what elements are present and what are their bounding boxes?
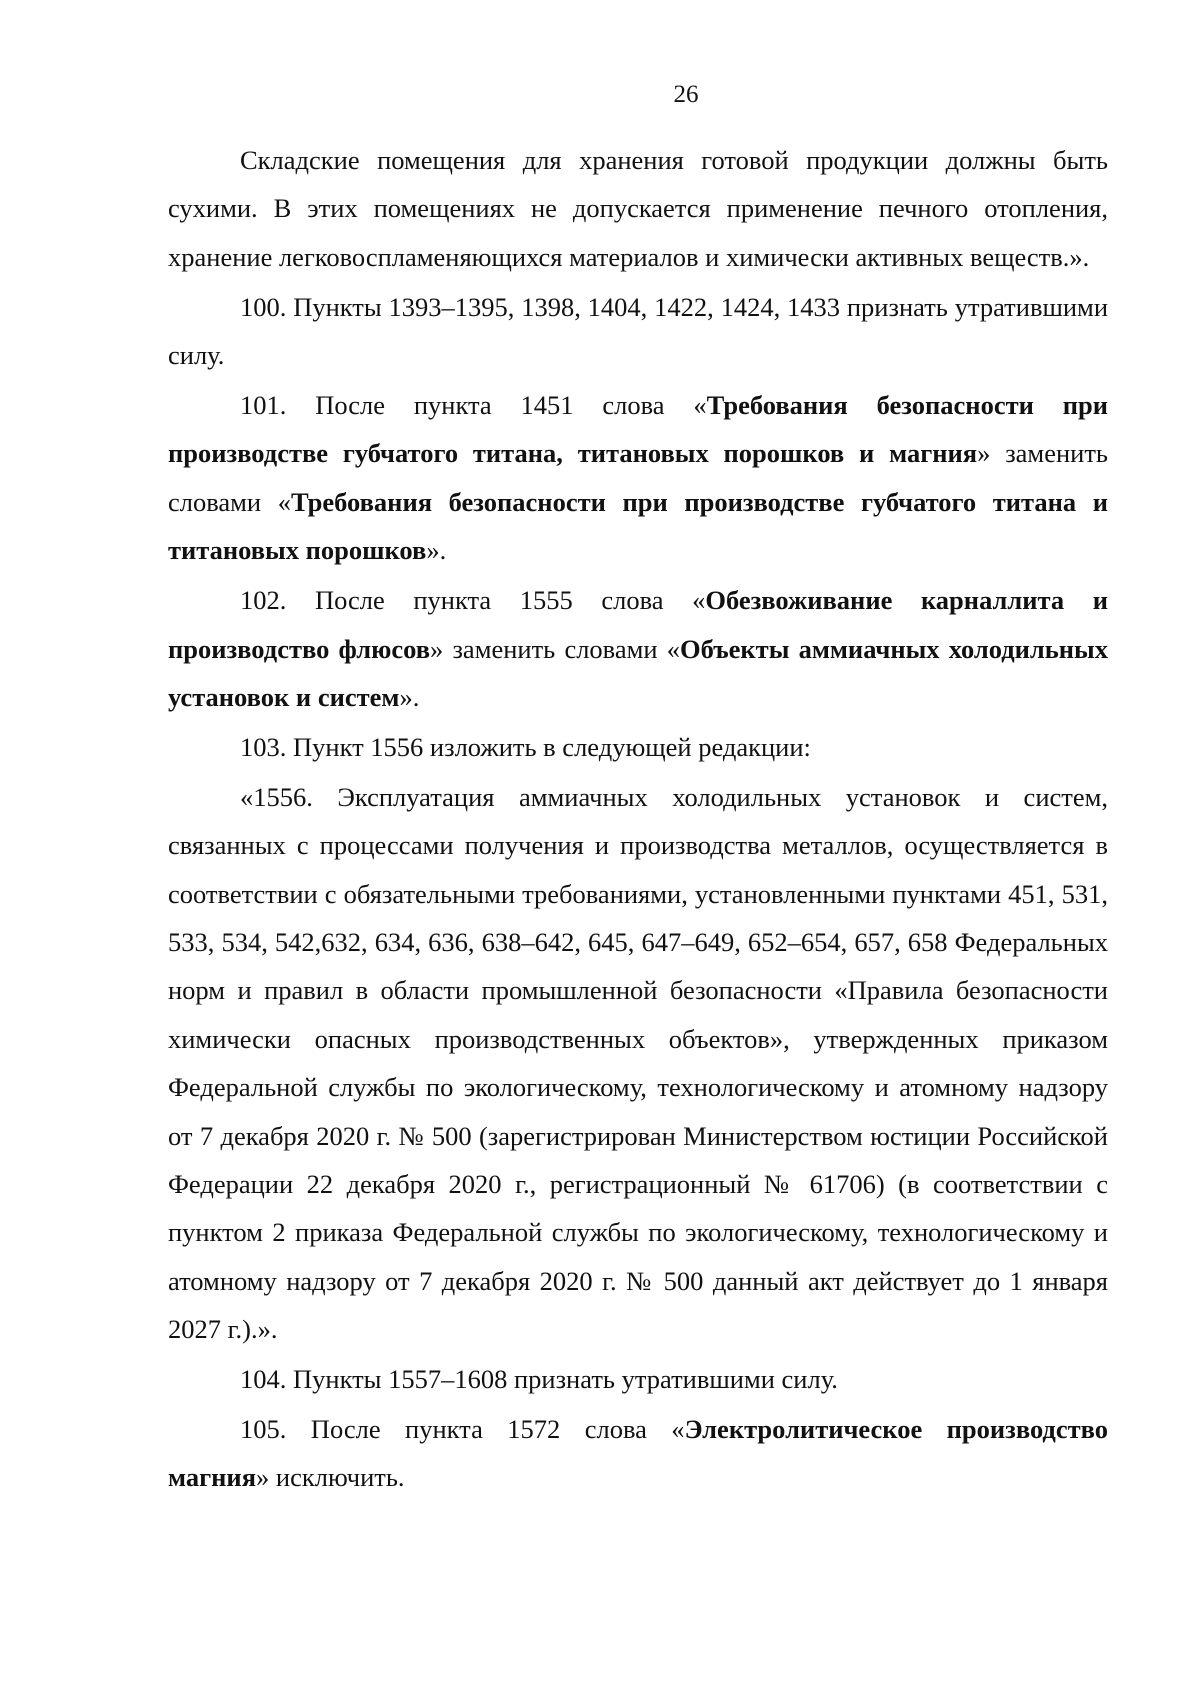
paragraph-1556: «1556. Эксплуатация аммиачных холодильных установок и систем, связанных с процессами получения и производства металлов, осуществляется в соответствии с обязательными требованиями, установленными пунктами 451, 531, 533, 534, 542,632, 634, 636, 638–642, 645, 647–649, 652–654, 657, 658 Федеральных норм и правил в области промышленной безопасности «Правила безопасности химически опасных производственных объектов», утвержденных приказом Федеральной службы по экологическому, технологическому и атомному надзору от 7 декабря 2020 г. № 500 (зарегистрирован Министерством юстиции Российской Федерации 22 декабря 2020 г., регистрационный № 61706) (в соответствии с пунктом 2 приказа Федеральной службы по экологическому, технологическому и атомному надзору от 7 декабря 2020 г. № 500 данный акт действует до 1 января 2027 г.).». [168,781,1108,1345]
paragraph-104: 104. Пункты 1557–1608 признать утратившими силу. [240,1364,838,1395]
paragraph-105-title: Электролитическое производство магния [168,1414,1108,1493]
paragraph-105-lead: 105. После пункта 1572 слова « [240,1414,685,1445]
paragraph-105-end: » исключить. [256,1462,405,1493]
paragraph-102-old-title: Обезвоживание карналлита и производство флюсов [168,585,1108,664]
paragraph-102-lead: 102. После пункта 1555 слова « [240,585,706,616]
paragraph-101-mid: » заменить словами « [168,438,1108,517]
paragraph-102-new-title: Объекты аммиачных холодильных установок и систем [168,633,1108,712]
paragraph-102-mid: » заменить словами « [430,633,680,664]
paragraph-storage-requirements: Складские помещения для хранения готовой продукции должны быть сухими. В этих помещениях не допускается применение печного отопления, хранение легковоспламеняющихся материалов и химически активных веществ.». [168,145,1108,272]
paragraph-105 [168,1405,1108,1502]
paragraph-100: 100. Пункты 1393–1395, 1398, 1404, 1422, 1424, 1433 признать утратившими силу. [168,291,1108,371]
paragraph-101-lead: 101. После пункта 1451 слова « [240,390,707,421]
paragraph-101 [168,381,1108,575]
paragraph-101-end: ». [426,535,447,566]
paragraph-102-end: ». [399,681,420,712]
paragraph-101-old-title: Требования безопасности при производстве губчатого титана, титановых порошков и магния [168,390,1109,469]
paragraph-102 [168,576,1108,721]
page-number: 26 [673,81,699,108]
paragraph-103: 103. Пункт 1556 изложить в следующей редакции: [240,731,811,762]
paragraph-101-new-title: Требования безопасности при производстве губчатого титана и титановых порошков [168,486,1108,566]
